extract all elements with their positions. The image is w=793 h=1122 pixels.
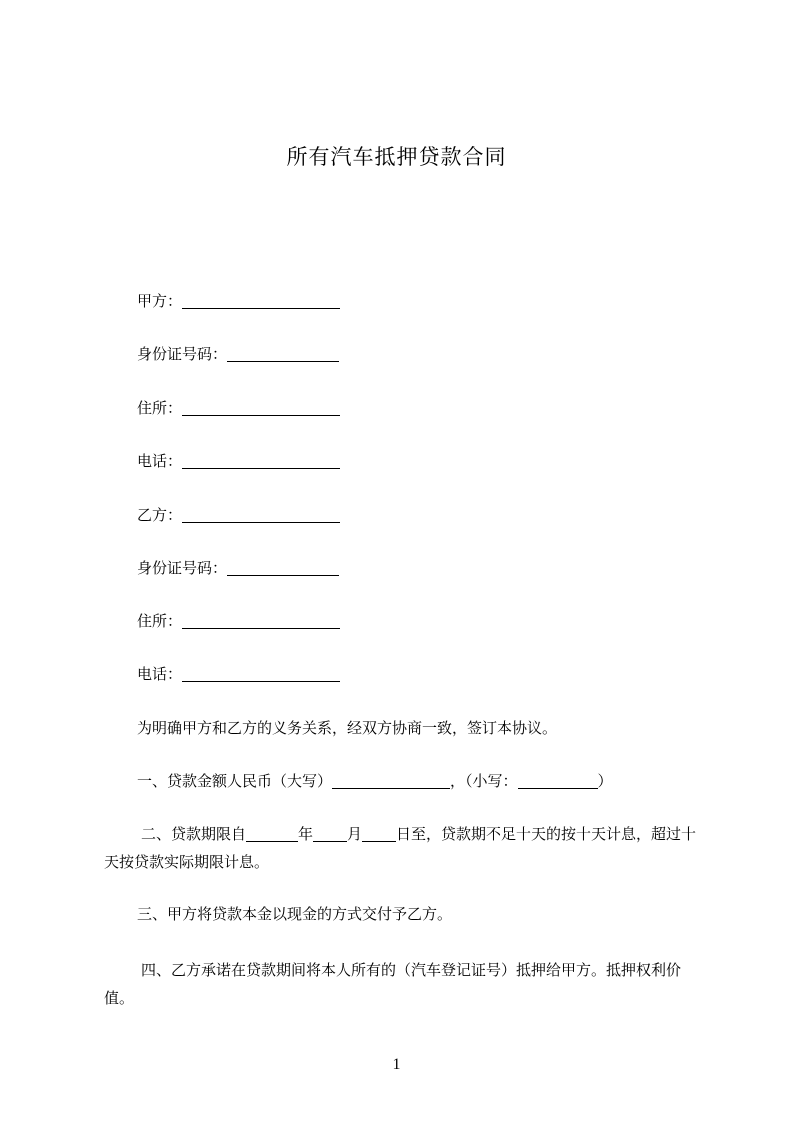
party-b-phone-blank: [182, 666, 340, 682]
clause-3: 三、甲方将贷款本金以现金的方式交付予乙方。: [137, 905, 453, 923]
party-a-id-field: [137, 343, 367, 365]
page-number: 1: [392, 1056, 401, 1073]
clause-2-year: 年: [298, 825, 314, 843]
clause-2-year-blank: [246, 826, 298, 842]
party-b-id-label: 身份证号码：: [137, 559, 228, 577]
clause-1-mid: ，（小写：: [450, 772, 518, 790]
party-b-id-field: [137, 557, 367, 579]
party-b-address-blank: [182, 613, 340, 629]
party-a-label: 甲方：: [137, 292, 183, 310]
party-b-phone-field: [137, 663, 367, 685]
party-a-phone-blank: [182, 453, 340, 469]
party-a-address-label: 住所：: [137, 399, 183, 417]
party-b-label: 乙方：: [137, 506, 183, 524]
clause-4: 四、乙方承诺在贷款期间将本人所有的（汽车登记证号）抵押给甲方。抵押权利价值。: [104, 961, 682, 1007]
clause-1: [137, 770, 613, 792]
clause-1-amount-words-blank: [332, 773, 450, 789]
party-b-name-field: [137, 504, 367, 526]
party-b-address-field: [137, 610, 367, 632]
party-a-phone-label: 电话：: [137, 452, 183, 470]
party-a-address-field: [137, 397, 367, 419]
party-a-address-blank: [182, 400, 340, 416]
clause-2-month-blank: [313, 826, 347, 842]
party-b-id-blank: [227, 560, 339, 576]
party-a-blank: [182, 293, 340, 309]
party-a-id-label: 身份证号码：: [137, 345, 228, 363]
clause-2-rest: 日至，贷款期不足十天的按十天计息，超过十天按贷款实际期限计息。: [104, 825, 697, 871]
party-b-blank: [182, 507, 340, 523]
party-a-id-blank: [227, 346, 339, 362]
clause-2: [104, 820, 710, 876]
party-a-phone-field: [137, 450, 367, 472]
clause-2-day-blank: [362, 826, 396, 842]
clause-2-prefix: 二、贷款期限自: [141, 825, 247, 843]
intro-paragraph: 为明确甲方和乙方的义务关系，经双方协商一致，签订本协议。: [137, 719, 558, 737]
clause-1-suffix: ）: [597, 772, 613, 790]
clause-1-amount-figures-blank: [518, 773, 598, 789]
document-title: 所有汽车抵押贷款合同: [286, 145, 507, 169]
party-a-name-field: [137, 290, 367, 312]
party-b-address-label: 住所：: [137, 612, 183, 630]
party-b-phone-label: 电话：: [137, 665, 183, 683]
clause-1-prefix: 一、贷款金额人民币（大写）: [137, 772, 333, 790]
clause-2-month: 月: [347, 825, 363, 843]
